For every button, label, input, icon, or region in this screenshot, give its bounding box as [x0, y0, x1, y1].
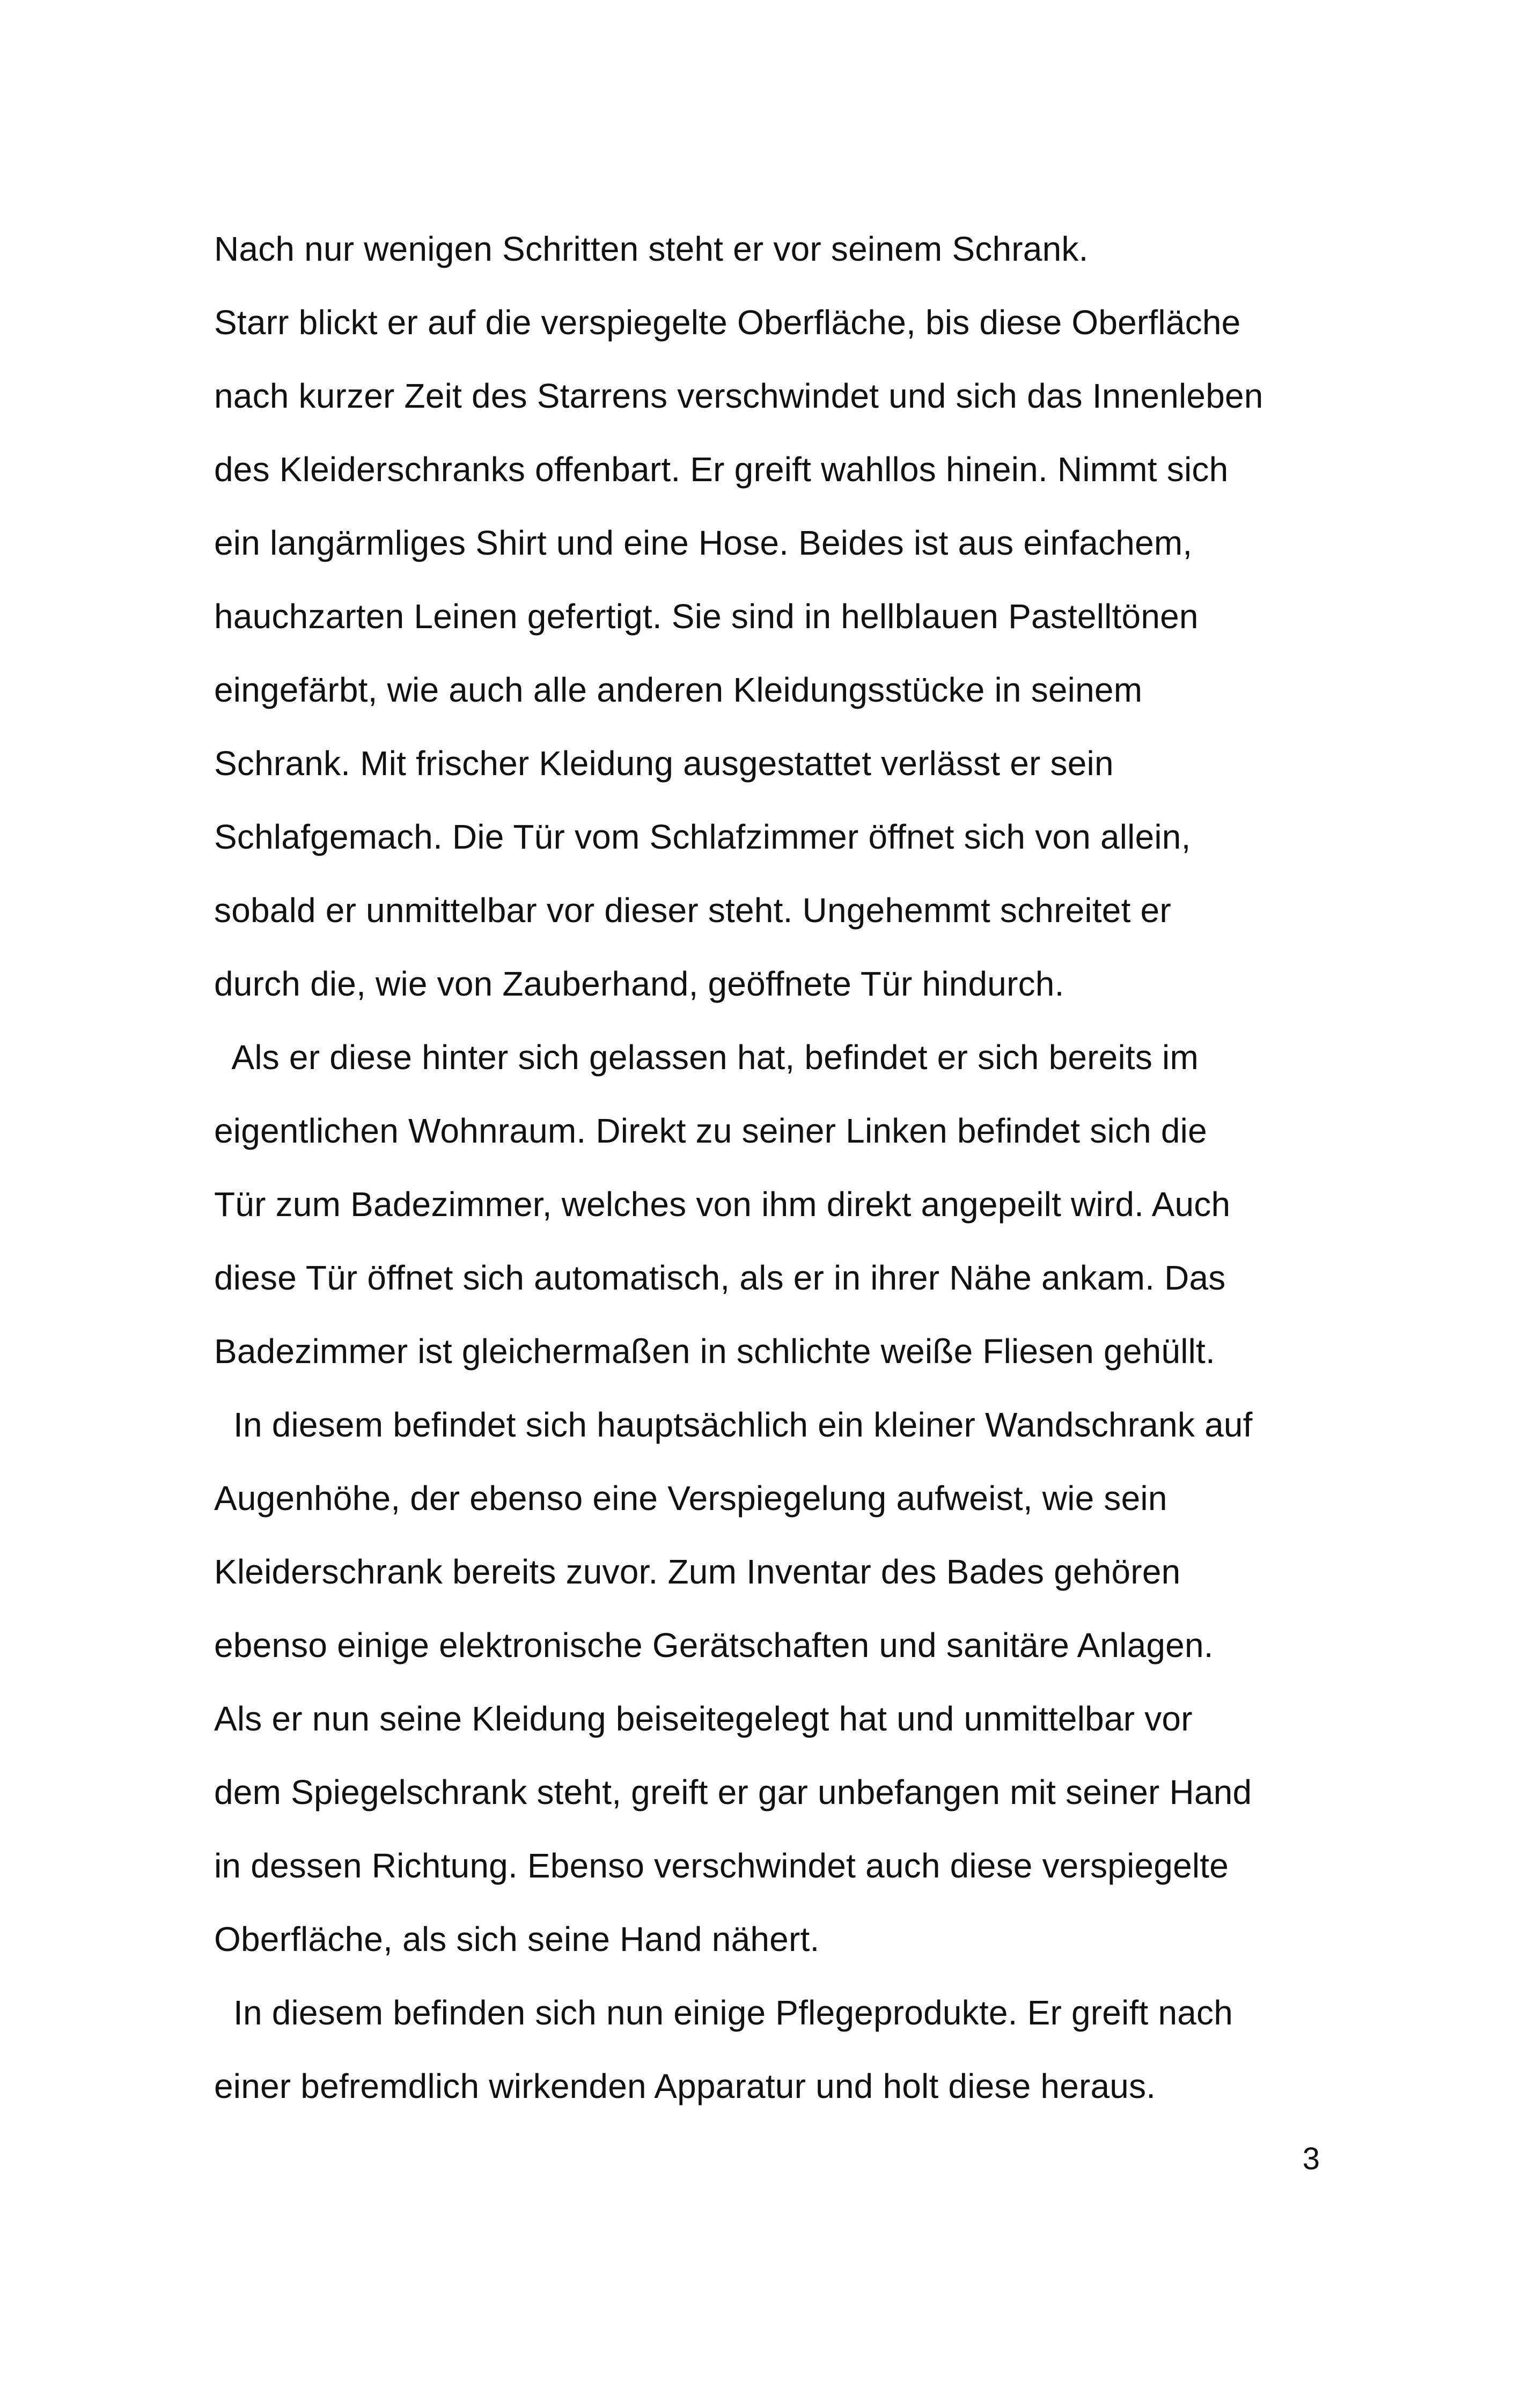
text-line: In diesem befindet sich hauptsächlich ein kleiner Wandschrank auf: [214, 1405, 1253, 1444]
page-number: 3: [1302, 2141, 1320, 2176]
text-line: Als er nun seine Kleidung beiseitegelegt hat und unmittelbar vor: [214, 1699, 1193, 1738]
text-line: Tür zum Badezimmer, welches von ihm direkt angepeilt wird. Auch: [214, 1185, 1231, 1224]
body-text: [214, 212, 1351, 2123]
text-line: eingefärbt, wie auch alle anderen Kleidungsstücke in seinem: [214, 671, 1143, 709]
text-line: eigentlichen Wohnraum. Direkt zu seiner Linken befindet sich die: [214, 1111, 1207, 1150]
text-line: sobald er unmittelbar vor dieser steht. Ungehemmt schreitet er: [214, 891, 1171, 930]
text-line: dem Spiegelschrank steht, greift er gar unbefangen mit seiner Hand: [214, 1773, 1252, 1811]
text-line: einer befremdlich wirkenden Apparatur und holt diese heraus.: [214, 2067, 1156, 2105]
text-line: Oberfläche, als sich seine Hand nähert.: [214, 1920, 820, 1958]
text-line: ein langärmliges Shirt und eine Hose. Beides ist aus einfachem,: [214, 524, 1193, 562]
text-line: in dessen Richtung. Ebenso verschwindet auch diese verspiegelte: [214, 1846, 1229, 1885]
text-line: hauchzarten Leinen gefertigt. Sie sind in hellblauen Pastelltönen: [214, 597, 1199, 636]
text-line: ebenso einige elektronische Gerätschaften und sanitäre Anlagen.: [214, 1626, 1214, 1665]
text-line: des Kleiderschranks offenbart. Er greift wahllos hinein. Nimmt sich: [214, 450, 1229, 489]
text-line: durch die, wie von Zauberhand, geöffnete Tür hindurch.: [214, 964, 1064, 1003]
text-line: diese Tür öffnet sich automatisch, als er in ihrer Nähe ankam. Das: [214, 1258, 1226, 1297]
text-line: Nach nur wenigen Schritten steht er vor seinem Schrank.: [214, 230, 1089, 268]
text-line: Als er diese hinter sich gelassen hat, befindet er sich bereits im: [214, 1038, 1199, 1077]
text-line: nach kurzer Zeit des Starrens verschwindet und sich das Innenleben: [214, 377, 1263, 415]
text-line: Schrank. Mit frischer Kleidung ausgestattet verlässt er sein: [214, 744, 1114, 783]
text-line: Schlafgemach. Die Tür vom Schlafzimmer öffnet sich von allein,: [214, 818, 1191, 856]
text-line: Augenhöhe, der ebenso eine Verspiegelung aufweist, wie sein: [214, 1479, 1167, 1518]
text-line: In diesem befinden sich nun einige Pflegeprodukte. Er greift nach: [214, 1993, 1233, 2032]
text-line: Badezimmer ist gleichermaßen in schlichte weiße Fliesen gehüllt.: [214, 1332, 1216, 1371]
text-line: Kleiderschrank bereits zuvor. Zum Inventar des Bades gehören: [214, 1552, 1181, 1591]
text-line: Starr blickt er auf die verspiegelte Oberfläche, bis diese Oberfläche: [214, 303, 1241, 342]
